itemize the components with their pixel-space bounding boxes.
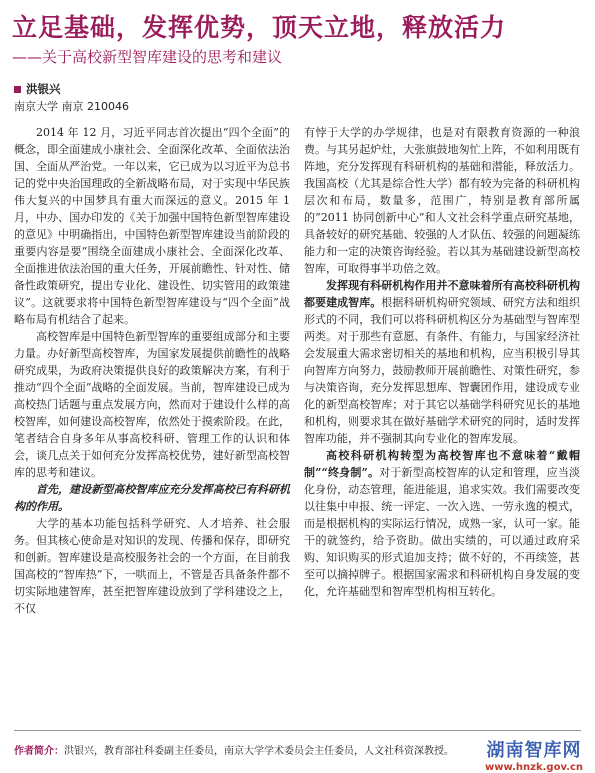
author-bio-text: 洪银兴，教育部社科委副主任委员，南京大学学术委员会主任委员，人文社科资深教授。 — [64, 746, 454, 757]
inline-heading: 高校科研机构转型为高校智库也不意味着“戴帽制”“终身制”。 — [304, 449, 580, 479]
right-column — [304, 124, 580, 600]
paragraph-with-heading — [304, 277, 580, 447]
author-affiliation: 南京大学 南京 210046 — [14, 100, 129, 113]
footer-divider — [14, 730, 581, 731]
left-column — [14, 124, 290, 617]
author-bio-label: 作者简介： — [14, 746, 64, 757]
watermark-url: www.hnzk.gov.cn — [485, 762, 583, 773]
watermark-name: 湖南智库网 — [486, 740, 582, 761]
author-bio — [14, 742, 454, 757]
author-marker-icon — [14, 86, 21, 93]
author-name: 洪银兴 — [26, 82, 61, 96]
inline-heading: 发挥现有科研机构作用并不意味着所有高校科研机构都要建成智库。 — [304, 279, 580, 309]
paragraph: 大学的基本功能包括科学研究、人才培养、社会服务。但其核心使命是对知识的发现、传播和保存，即研究和创新。智库建设是高校服务社会的一个方面，在目前我国高校的“智库热”下，一哄而上，不管是否具备条件都不切实际地建智库，甚至把智库建设放到了学科建设之上，不仅 — [14, 517, 290, 615]
author-line — [14, 81, 61, 97]
watermark-logo — [485, 736, 583, 773]
article-subtitle: ——关于高校新型智库建设的思考和建议 — [12, 48, 283, 66]
paragraph: 有悖于大学的办学规律，也是对有限教育资源的一种浪费。与其另起炉灶，大张旗鼓地匆忙上阵，不如利用既有阵地，充分发挥现有科研机构的基础和潜能，释放活力。我国高校（尤其是综合性大学）都有较为完备的科研机构层次和布局，数量多，范围广，特别是教育部所属的“2011 协同创新中心”和人文社会科学重点研究基地，具备较好的研究基础、较强的人才队伍、较强的问题凝练能力和一定的决策咨询经验。若以其为基础建设新型高校智库，可取得事半功倍之效。 — [304, 126, 580, 275]
article-title: 立足基础，发挥优势，顶天立地，释放活力 — [12, 13, 507, 42]
paragraph-text: 根据科研机构研究领域、研究方法和组织形式的不同，我们可以将科研机构区分为基础型与智库型两类。对于那些有意愿、有条件、有能力，与国家经济社会发展重大需求密切相关的基地和机构，应当积极引导其向智库方向努力，鼓励教师开展前瞻性、对策性研究，参与决策咨询，充分发挥思想库、智囊团作用，建设成专业化的新型高校智库；对于其它以基础学科研究见长的基地和机构，则要求其在做好基础学术研究的同时，适时发挥智库功能，并不强制其向专业化的智库发展。 — [304, 296, 581, 445]
section-heading: 首先，建设新型高校智库应充分发挥高校已有科研机构的作用。 — [14, 483, 290, 513]
paragraph-with-heading — [304, 447, 580, 600]
paragraph: 2014 年 12 月，习近平同志首次提出“四个全面”的概念，即全面建成小康社会、全面深化改革、全面依法治国、全面从严治党。一年以来，它已成为以习近平为总书记的党中央治国理政的全新战略布局，对于实现中华民族伟大复兴的中国梦具有重大而深远的意义。2015 年 1 月，中办、国办印发的《关于加强中国特色新型智库建设的意见》中明确指出，中国特色新型智库建设当前阶段的重要内容是要“围绕全面建成小康社会、全面深化改革、全面推进依法治国的重大任务，开展前瞻性、针对性、储备性政策研究，提出专业化、建设性、切实管用的政策建议”。这就要求将中国特色新型智库建设与“四个全面”战略布局有机结合了起来。 — [14, 126, 290, 326]
paragraph-text: 对于新型高校智库的认定和管理，应当淡化身份，动态管理，能进能退，追求实效。我们需要改变以往集中申报、统一评定、一次入选、一劳永逸的模式，而是根据机构的实际运行情况，成熟一家，认可一家。能干的就签约，给予资助。做出实绩的，可以通过政府采购、知识购买的形式追加支持；做不好的，不再续签，甚至可以摘掉牌子。根据国家需求和科研机构自身发展的变化，允许基础型和智库型机构相互转化。 — [304, 466, 580, 598]
paragraph: 高校智库是中国特色新型智库的重要组成部分和主要力量。办好新型高校智库，为国家发展提供前瞻性的战略研究成果，为政府决策提供良好的政策解决方案，有利于推动“四个全面”战略的全面发展。当前，智库建设已成为高校热门话题与重点发展方向，然而对于建设什么样的高校智库，如何建设高校智库，依然处于摸索阶段。在此，笔者结合自身多年从事高校科研、管理工作的认识和体会，谈几点关于如何充分发挥高校优势，建好新型高校智库的思考和建议。 — [14, 330, 290, 479]
